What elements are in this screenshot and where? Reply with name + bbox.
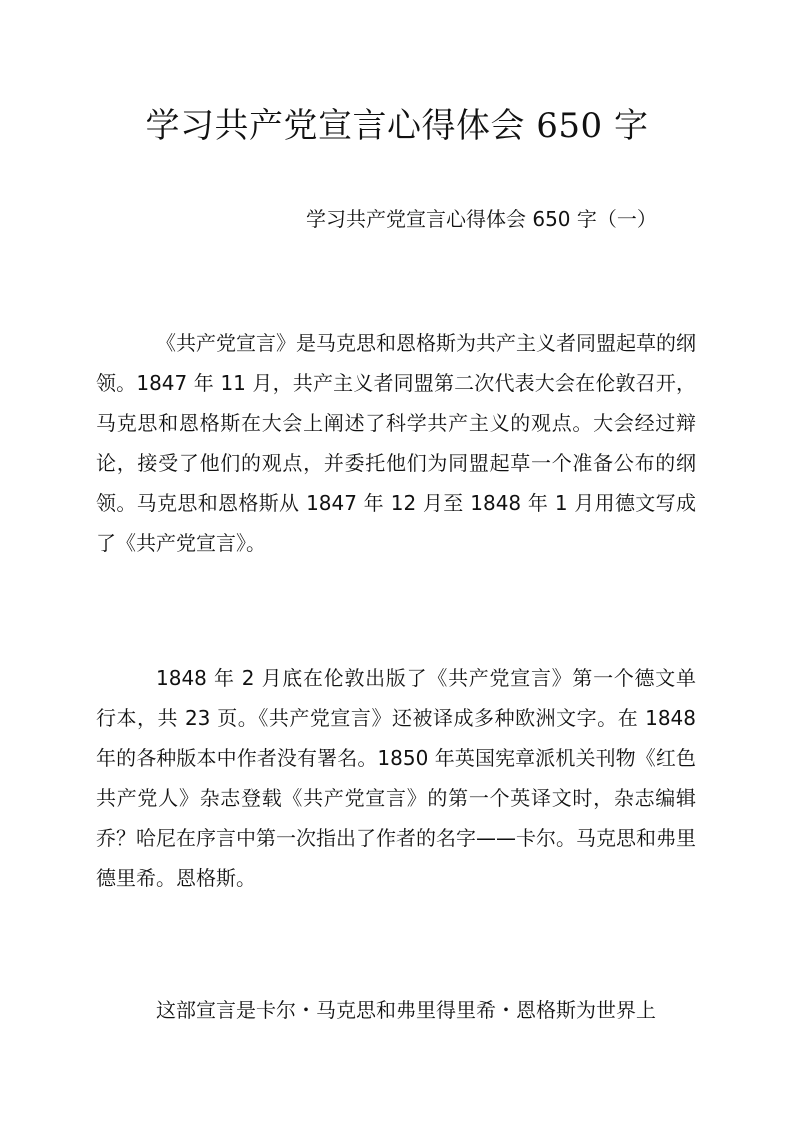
body-paragraph: 1848 年 2 月底在伦敦出版了《共产党宣言》第一个德文单行本，共 23 页。《共产党宣言》还被译成多种欧洲文字。在 1848 年的各种版本中作者没有署名。1850 年英国宪章派机关刊物《红色共产党人》杂志登载《共产党宣言》的第一个英译文时，杂志编辑乔？哈尼在序言中第一次指出了作者的名字——卡尔。马克思和弗里德里希。恩格斯。 [96, 666, 696, 890]
body-paragraph: 这部宣言是卡尔・马克思和弗里得里希・恩格斯为世界上 [156, 998, 656, 1022]
document-title: 学习共产党宣言心得体会 650 字 [145, 106, 649, 146]
body-paragraph: 《共产党宣言》是马克思和恩格斯为共产主义者同盟起草的纲领。1847 年 11 月，共产主义者同盟第二次代表大会在伦敦召开，马克思和恩格斯在大会上阐述了科学共产主义的观点。大会经过辩论，接受了他们的观点，并委托他们为同盟起草一个准备公布的纲领。马克思和恩格斯从 1847 年 12 月至 1848 年 1 月用德文写成了《共产党宣言》。 [96, 331, 696, 555]
document-subtitle: 学习共产党宣言心得体会 650 字（一） [306, 207, 657, 231]
